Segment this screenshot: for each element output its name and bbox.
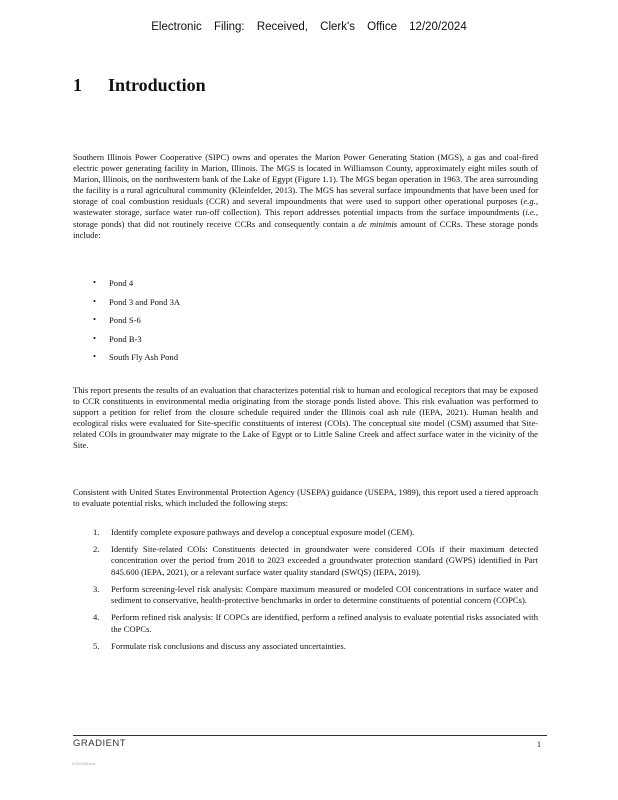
step-text: Formulate risk conclusions and discuss any associated uncertainties. [111, 640, 346, 651]
approach-paragraph: Consistent with United States Environmental Protection Agency (USEPA) guidance (USEPA, 1989), this report used a tiered approach to evaluate potential risks, which included the following steps: [73, 487, 538, 509]
section-title: Introduction [108, 75, 206, 95]
para1-text-d: amount of CCRs. These storage ponds include: [73, 218, 538, 240]
para1-text-c: , storage ponds) that did not routinely receive CCRs and consequently contain a [73, 207, 538, 229]
step-item [93, 641, 538, 652]
list-item: • Pond B-3 [93, 334, 180, 353]
step-item [93, 612, 538, 634]
step-text: Perform refined risk analysis: If COPCs are identified, perform a refined analysis to evaluate potential risks associated with the COPCs. [111, 612, 538, 634]
step-number: 5. [93, 640, 100, 651]
gradient-logo: GRADIENT [73, 738, 127, 749]
list-item: • Pond 4 [93, 278, 180, 297]
step-text: Identify complete exposure pathways and develop a conceptual exposure model (CEM). [111, 527, 415, 537]
list-item: • South Fly Ash Pond [93, 352, 180, 371]
step-number: 3. [93, 583, 100, 594]
tiered-steps-list [93, 527, 538, 658]
evaluation-paragraph: This report presents the results of an evaluation that characterizes potential risk to human and ecological receptors that may be exposed to CCR constituents in environmental media originating from the storage ponds listed above. This risk evaluation was performed to support a petition for relief from the closure schedule required under the Illinois coal ash rule (IEPA, 2021). Human health and ecological risks were evaluated for Site-specific constituents of interest (COIs). The conceptual site model (CSM) assumed that Site-related COIs in groundwater may migrate to the Lake of Egypt or to Little Saline Creek and affect surface water in the vicinity of the Site. [73, 385, 538, 451]
footer-divider [73, 735, 547, 736]
step-number: 4. [93, 612, 100, 623]
step-text: Perform screening-level risk analysis: Compare maximum measured or modeled COI concentrations in surface water and sediment to conservative, health-protective benchmarks in order to determine constituents of potential concern (COPCs). [111, 583, 538, 606]
step-number: 2. [93, 544, 100, 555]
section-number: 1 [73, 75, 82, 95]
para1-text-a: Southern Illinois Power Cooperative (SIPC) owns and operates the Marion Power Generating Station (MGS), a gas and coal-fired electric power generating facility in Marion, Illinois. The MGS is located in Williamson County, approximately eight miles south of Marion, Illinois, on the northwestern bank of the Lake of Egypt (Figure 1.1). The MGS began operation in 1963. The area surrounding the facility is a rural agricultural community (Kleinfelder, 2013). The MGS has several surface impoundments that have been used for storage of coal combustion residuals (CCR) and several impoundments that were used to support other operational purposes ( [73, 152, 538, 207]
document-code: K220406.doc [72, 761, 96, 766]
list-item: • Pond 3 and Pond 3A [93, 297, 180, 316]
step-item [93, 544, 538, 577]
step-number: 1. [93, 527, 100, 537]
list-item: • Pond S-6 [93, 315, 180, 334]
page-number: 1 [537, 740, 541, 749]
ie-abbrev: i.e. [525, 207, 536, 218]
section-heading [73, 75, 206, 96]
para1-text-b: , wastewater storage, surface water run-off collection). This report addresses potential impacts from the surface impoundments ( [73, 196, 538, 218]
intro-paragraph [73, 152, 538, 241]
eg-abbrev: e.g. [523, 196, 536, 207]
step-item [93, 527, 538, 538]
step-item [93, 584, 538, 606]
step-text: Identify Site-related COIs: Constituents detected in groundwater were considered COIs if their maximum detected concentration over the period from 2018 to 2023 exceeded a groundwater protection standard (GWPS) identified in Part 845.600 (IEPA, 2021), or a relevant surface water quality standard (SWQS) (IEPA, 2019). [111, 544, 538, 577]
storage-pond-list [93, 278, 180, 371]
filing-header: Electronic Filing: Received, Clerk's Office 12/20/2024 [151, 21, 467, 33]
de-minimis-term: de minimis [358, 218, 398, 229]
